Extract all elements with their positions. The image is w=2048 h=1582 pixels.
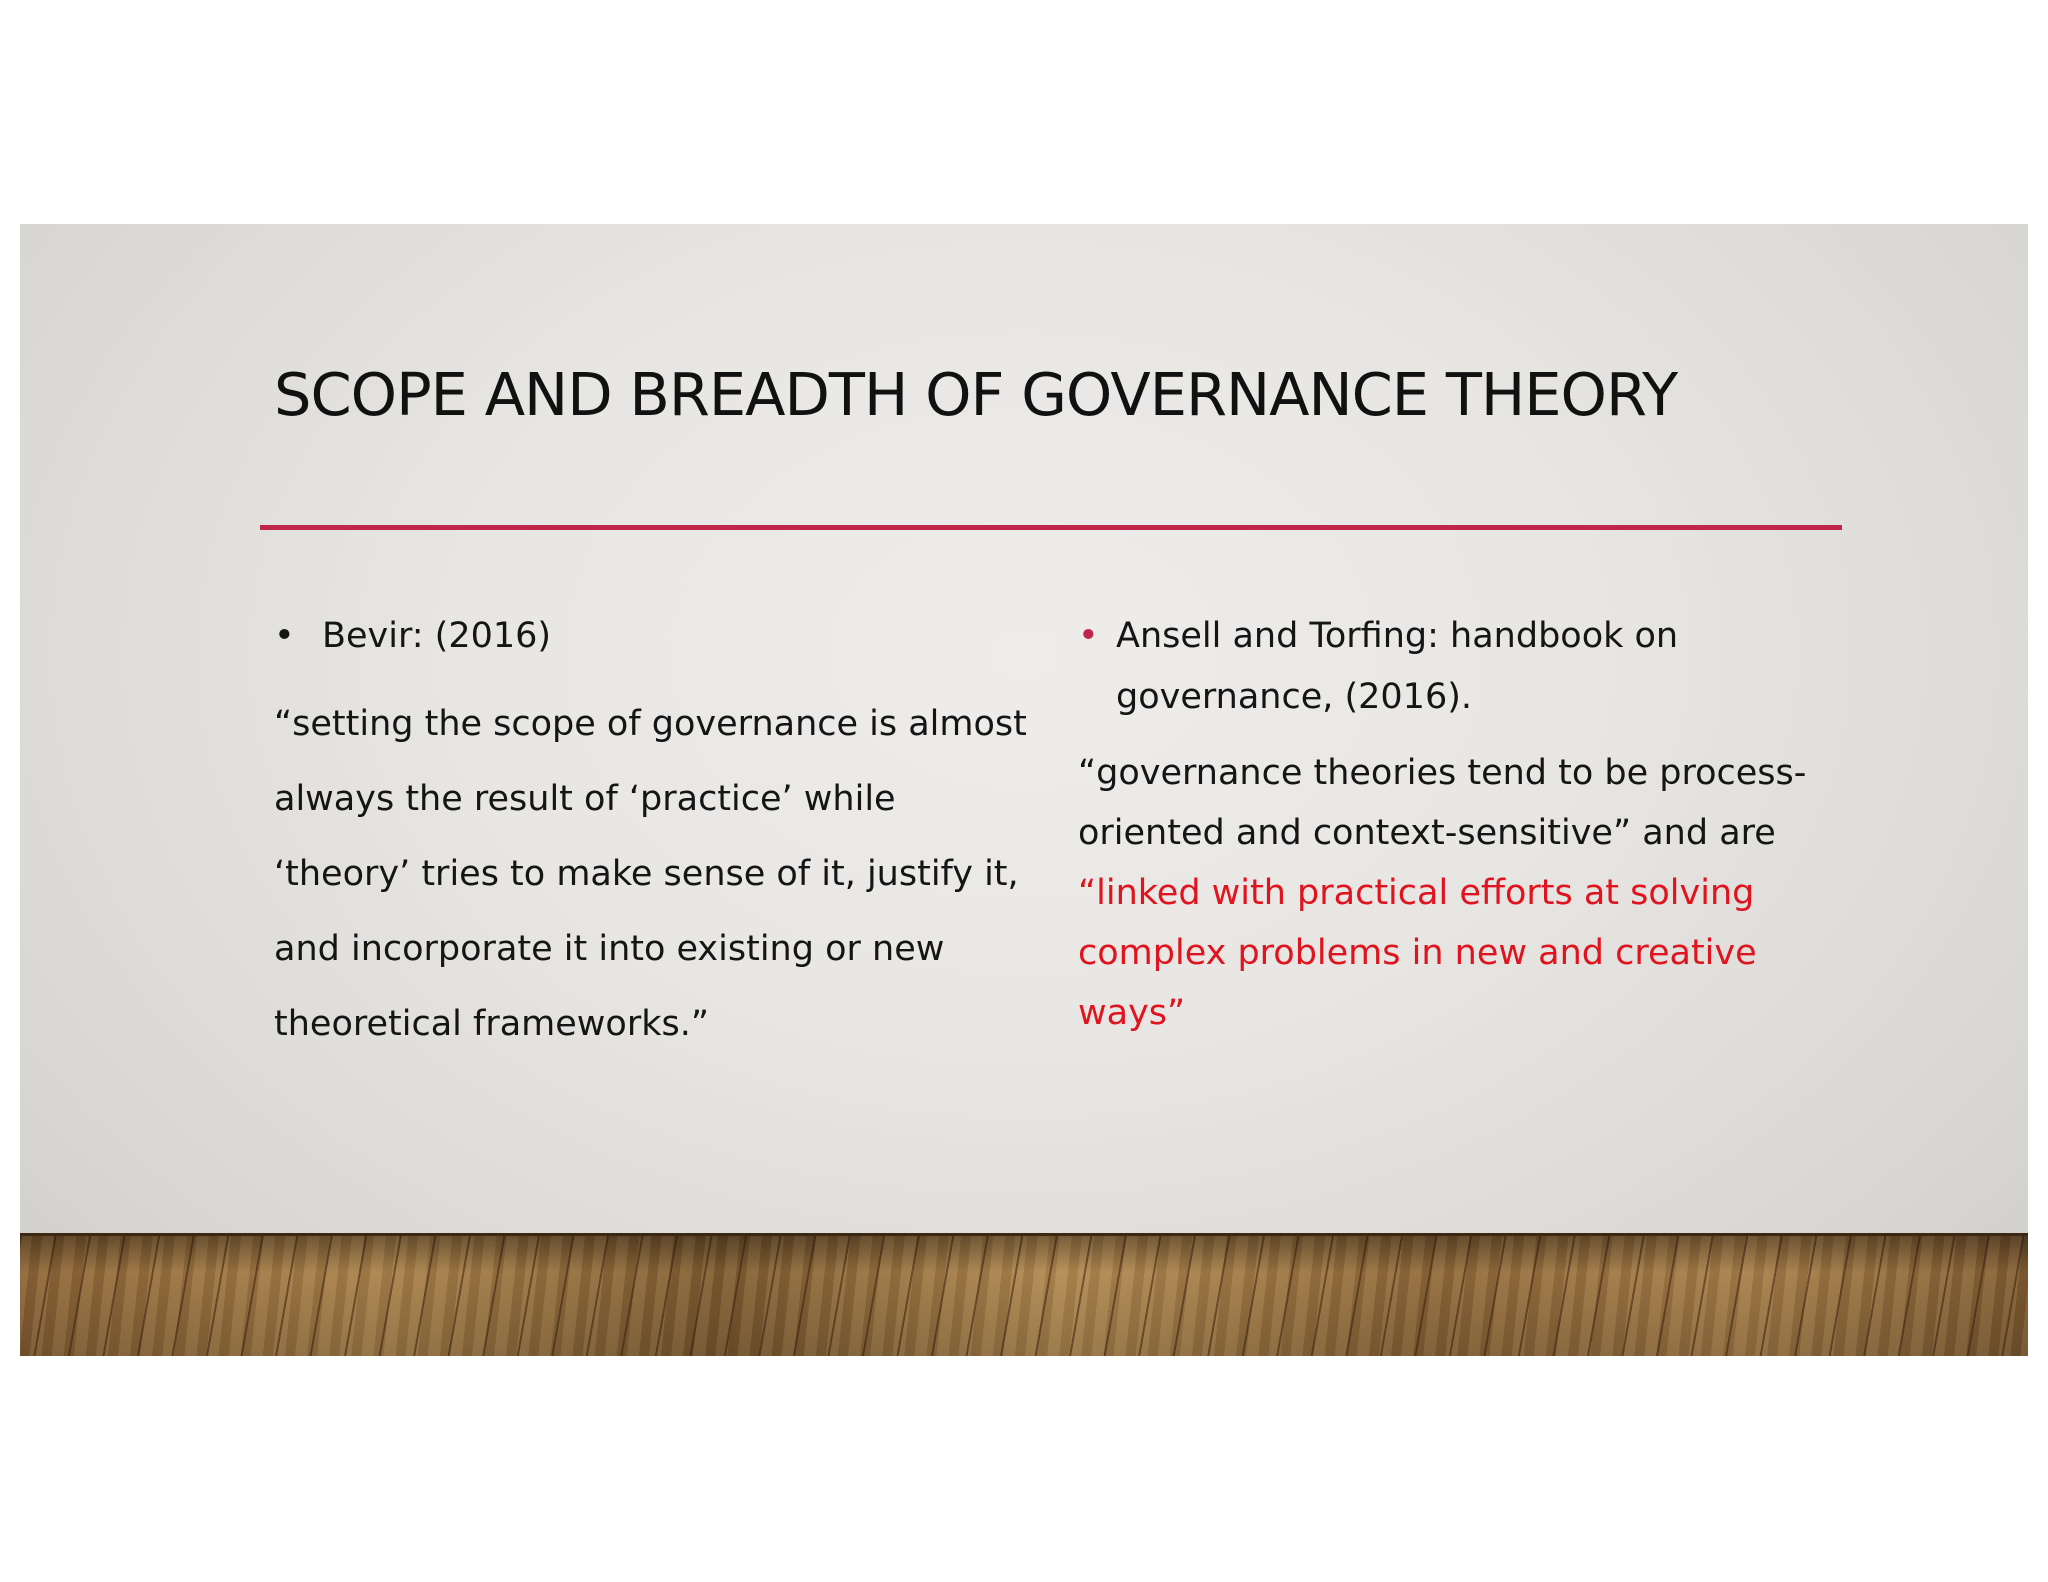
right-bullet-text: Ansell and Torfing: handbook on governance, (2016). xyxy=(1116,616,1679,717)
wood-floor-image xyxy=(20,1233,2028,1356)
bullet-icon: • xyxy=(1078,616,1099,656)
slide-title: SCOPE AND BREADTH OF GOVERNANCE THEORY xyxy=(274,360,1678,429)
right-bullet xyxy=(1078,606,1838,728)
left-bullet xyxy=(274,612,1034,660)
left-quote: “setting the scope of governance is almost always the result of ‘practice’ while ‘theory’ tries to make sense of it, justify it, and incorporate it into existing or new theoretical frameworks.” xyxy=(274,704,1027,1044)
title-divider xyxy=(260,525,1842,530)
right-column xyxy=(1078,606,1838,1043)
right-quote-plain: “governance theories tend to be process-oriented and context-sensitive” and are xyxy=(1078,753,1807,853)
left-bullet-text: Bevir: (2016) xyxy=(322,616,552,656)
left-column xyxy=(274,612,1034,1062)
right-quote xyxy=(1078,743,1838,1043)
slide xyxy=(20,224,2028,1356)
right-quote-highlight: “linked with practical efforts at solving complex problems in new and creative ways” xyxy=(1078,873,1757,1033)
bullet-icon: • xyxy=(274,616,295,656)
floor-shading xyxy=(20,1236,2028,1356)
